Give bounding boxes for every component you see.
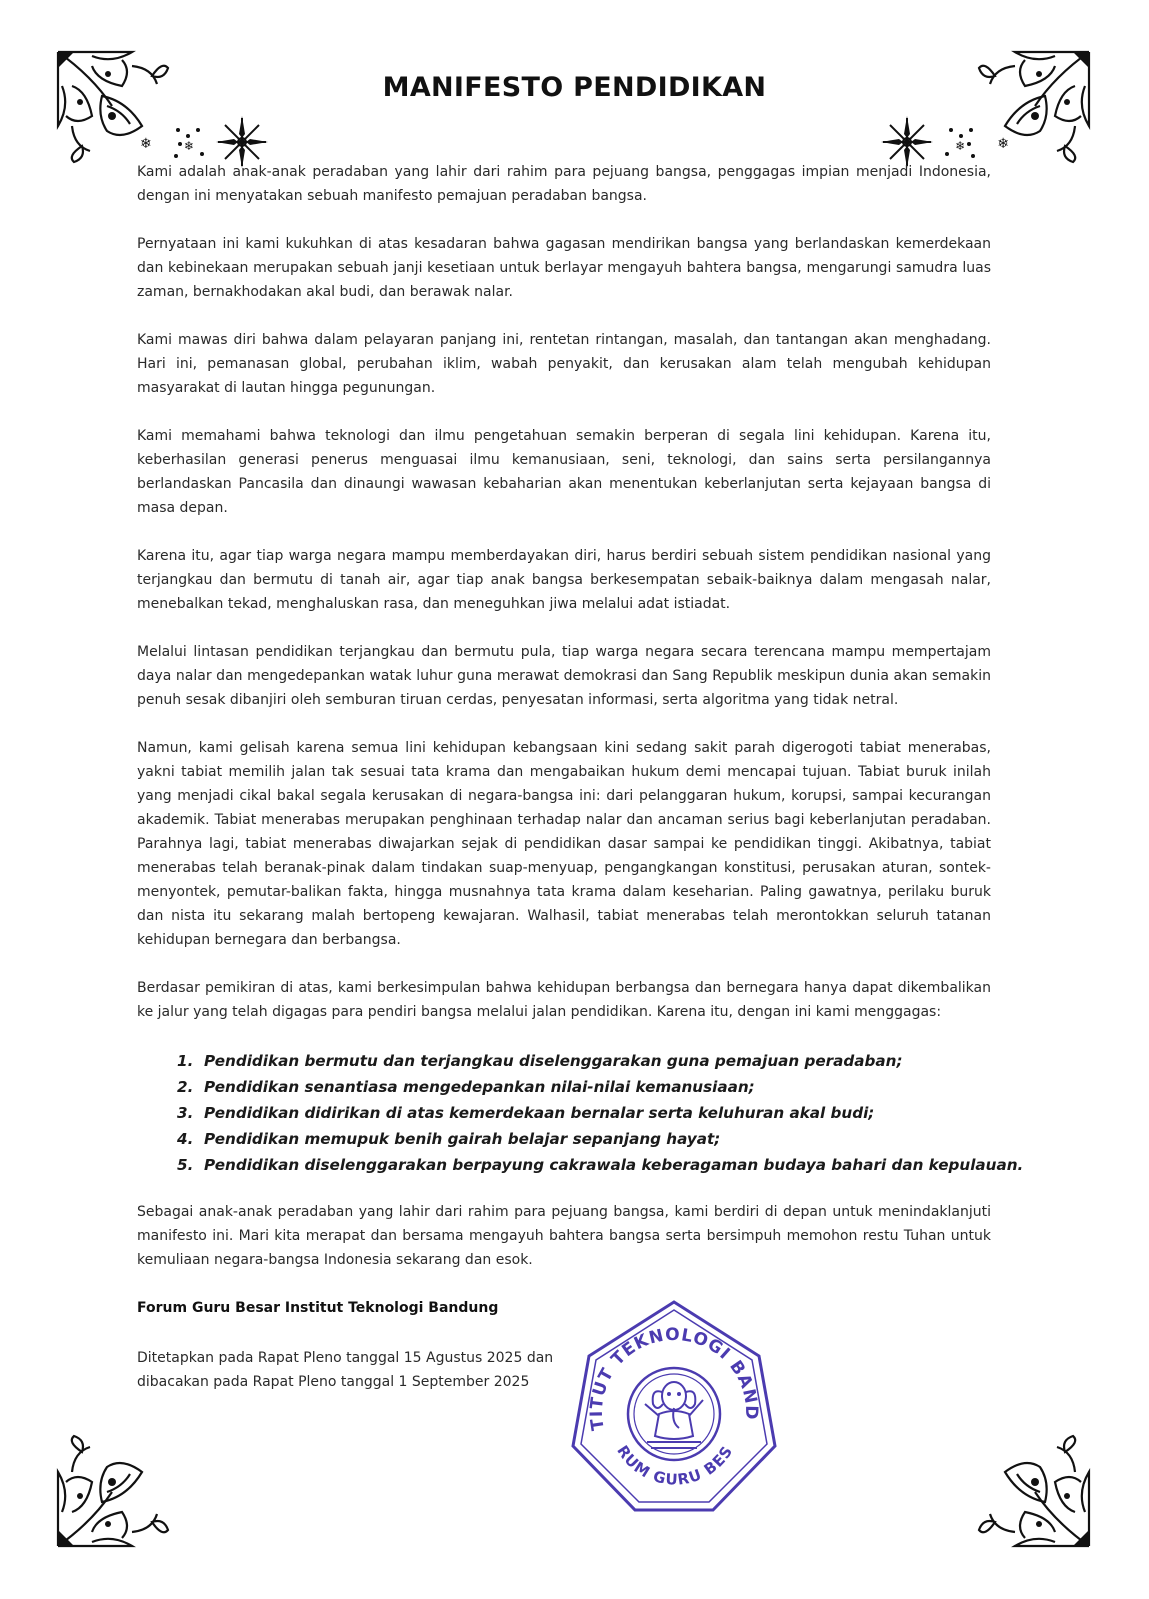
svg-text:INSTITUT TEKNOLOGI BANDUNG [563, 1296, 761, 1432]
list-number: 4. [177, 1130, 194, 1148]
list-item [177, 1126, 991, 1152]
decision-line: dibacakan pada Rapat Pleno tanggal 1 September 2025 [137, 1374, 530, 1390]
paragraph: Pernyataan ini kami kukuhkan di atas kesadaran bahwa gagasan mendirikan bangsa yang berlandaskan kemerdekaan dan kebinekaan merupakan sebuah janji kesetiaan untuk berlayar mengayuh bahtera bangsa, mengarungi samudra luas zaman, bernakhodakan akal budi, dan berawak nalar. [137, 236, 991, 300]
stamp-bottom-text: RUM GURU BES [613, 1442, 737, 1489]
ornament-corner-icon [52, 1432, 172, 1552]
signature: Forum Guru Besar Institut Teknologi Bandung [137, 1300, 499, 1316]
list-item [177, 1152, 1024, 1178]
corner-ornament-bottom-left [52, 1432, 172, 1552]
list-text: Pendidikan bermutu dan terjangkau diselenggarakan guna pemajuan peradaban; [204, 1052, 903, 1070]
page-title: MANIFESTO PENDIDIKAN [382, 72, 767, 103]
ornament-corner-icon [975, 1432, 1095, 1552]
svg-text:❄: ❄ [140, 136, 152, 152]
paragraph: Kami mawas diri bahwa dalam pelayaran panjang ini, rentetan rintangan, masalah, dan tantangan akan menghadang. Hari ini, pemanasan global, perubahan iklim, wabah penyakit, dan kerusakan alam telah mengubah kehidupan masyarakat di lautan hingga pegunungan. [137, 332, 991, 396]
list-number: 3. [177, 1104, 194, 1122]
list-text: Pendidikan diselenggarakan berpayung cakrawala keberagaman budaya bahari dan kepulauan. [204, 1156, 1024, 1174]
official-stamp [563, 1296, 785, 1518]
paragraph: Melalui lintasan pendidikan terjangkau dan bermutu pula, tiap warga negara secara terencana mampu mempertajam daya nalar dan mengedepankan watak luhur guna merawat demokrasi dan Sang Republik meskipun dunia akan semakin penuh sesak dibanjiri oleh semburan tiruan cerdas, penyesatan informasi, serta algoritma yang tidak netral. [137, 644, 991, 708]
list-text: Pendidikan memupuk benih gairah belajar sepanjang hayat; [204, 1130, 721, 1148]
list-number: 5. [177, 1156, 194, 1174]
list-item [177, 1100, 991, 1126]
list-text: Pendidikan senantiasa mengedepankan nilai-nilai kemanusiaan; [204, 1078, 755, 1096]
corner-ornament-bottom-right [975, 1432, 1095, 1552]
paragraph: Karena itu, agar tiap warga negara mampu memberdayakan diri, harus berdiri sebuah sistem pendidikan nasional yang terjangkau dan bermutu di tanah air, agar tiap anak bangsa berkesempatan sebaik-baiknya dalam mengasah nalar, menebalkan tekad, menghaluskan rasa, dan meneguhkan jiwa melalui adat istiadat. [137, 548, 991, 612]
manifesto-body [137, 160, 1024, 1394]
svg-text:❄: ❄ [997, 136, 1009, 152]
manifesto-points-list [137, 1048, 1024, 1178]
paragraph: Kami adalah anak-anak peradaban yang lahir dari rahim para pejuang bangsa, penggagas impian menjadi Indonesia, dengan ini menyatakan sebuah manifesto pemajuan peradaban bangsa. [137, 164, 991, 204]
stamp-top-text: TITUT TEKNOLOGI BAND [586, 1324, 762, 1432]
list-text: Pendidikan didirikan di atas kemerdekaan bernalar serta keluhuran akal budi; [204, 1104, 875, 1122]
list-number: 1. [177, 1052, 194, 1070]
list-item [177, 1074, 991, 1100]
closing-paragraph: Sebagai anak-anak peradaban yang lahir dari rahim para pejuang bangsa, kami berdiri di depan untuk menindaklanjuti manifesto ini. Mari kita merapat dan bersama mengayuh bahtera bangsa serta bersimpuh memohon restu Tuhan untuk kemuliaan negara-bangsa Indonesia sekarang dan esok. [137, 1204, 991, 1268]
paragraph: Namun, kami gelisah karena semua lini kehidupan kebangsaan kini sedang sakit parah digerogoti tabiat menerabas, yakni tabiat memilih jalan tak sesuai tata krama dan mengabaikan hukum demi mencapai tujuan. Tabiat buruk inilah yang menjadi cikal bakal segala kerusakan di negara-bangsa ini: dari pelanggaran hukum, korupsi, sampai kecurangan akademik. Tabiat menerabas merupakan penghinaan terhadap nalar dan ancaman serius bagi keberlanjutan peradaban. Parahnya lagi, tabiat menerabas diwajarkan sejak di pendidikan dasar sampai ke pendidikan tinggi. Akibatnya, tabiat menerabas telah beranak-pinak dalam tindakan suap-menyuap, pengangkangan konstitusi, perusakan aturan, sontek-menyontek, pemutar-balikan fakta, hingga musnahnya tata krama dalam keseharian. Paling gawatnya, perilaku buruk dan nista itu sekarang malah bertopeng kewajaran. Walhasil, tabiat menerabas telah merontokkan seluruh tatanan kehidupan bernegara dan berbangsa. [137, 740, 991, 948]
list-number: 2. [177, 1078, 194, 1096]
list-item [177, 1048, 991, 1074]
stamp-seal-icon [563, 1296, 785, 1518]
paragraph: Kami memahami bahwa teknologi dan ilmu pengetahuan semakin berperan di segala lini kehidupan. Karena itu, keberhasilan generasi penerus menguasai ilmu kemanusiaan, seni, teknologi, dan sains serta persilangannya berlandaskan Pancasila dan dinaungi wawasan kebaharian akan menentukan keberlanjutan serta kejayaan bangsa di masa depan. [137, 428, 991, 516]
decision-line: Ditetapkan pada Rapat Pleno tanggal 15 Agustus 2025 dan [137, 1350, 554, 1366]
paragraph: Berdasar pemikiran di atas, kami berkesimpulan bahwa kehidupan berbangsa dan bernegara hanya dapat dikembalikan ke jalur yang telah digagas para pendiri bangsa melalui jalan pendidikan. Karena itu, dengan ini kami menggagas: [137, 980, 991, 1020]
svg-text:❄: ❄ [184, 139, 195, 153]
svg-text:❄: ❄ [954, 139, 965, 153]
